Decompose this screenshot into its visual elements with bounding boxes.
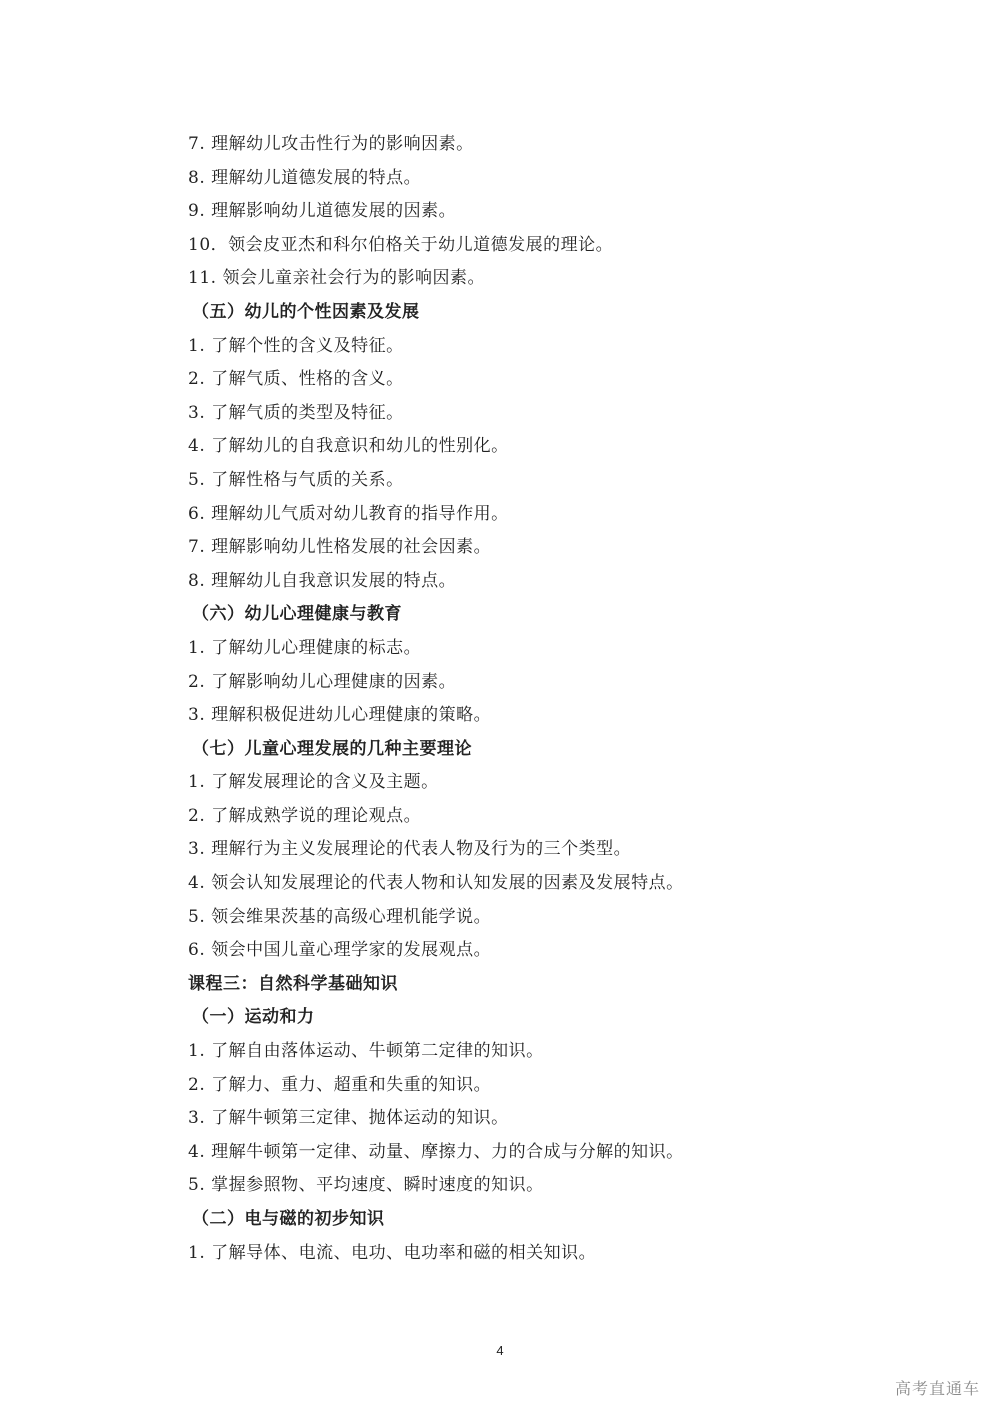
list-item: 2. 了解成熟学说的理论观点。 bbox=[188, 805, 422, 826]
list-item: 7. 理解幼儿攻击性行为的影响因素。 bbox=[188, 134, 474, 154]
list-item: 1. 了解发展理论的含义及主题。 bbox=[188, 772, 439, 793]
section-heading: （七）儿童心理发展的几种主要理论 bbox=[192, 738, 472, 759]
list-item: 4. 领会认知发展理论的代表人物和认知发展的因素及发展特点。 bbox=[188, 873, 684, 894]
list-item: 8. 理解幼儿道德发展的特点。 bbox=[188, 167, 422, 188]
list-item: 3. 了解牛顿第三定律、抛体运动的知识。 bbox=[188, 1108, 509, 1129]
list-item: 5. 掌握参照物、平均速度、瞬时速度的知识。 bbox=[188, 1175, 544, 1196]
list-item: 2. 了解影响幼儿心理健康的因素。 bbox=[188, 671, 457, 692]
page-number: 4 bbox=[496, 1343, 504, 1358]
watermark-text: 高考直通车 bbox=[894, 1379, 980, 1398]
list-item: 10．领会皮亚杰和科尔伯格关于幼儿道德发展的理论。 bbox=[188, 234, 614, 255]
list-item: 1. 了解个性的含义及特征。 bbox=[188, 335, 404, 356]
section-heading: （一）运动和力 bbox=[192, 1007, 315, 1028]
list-item: 8. 理解幼儿自我意识发展的特点。 bbox=[188, 570, 457, 591]
list-item: 1. 了解自由落体运动、牛顿第二定律的知识。 bbox=[188, 1041, 544, 1062]
list-item: 5. 领会维果茨基的高级心理机能学说。 bbox=[188, 906, 492, 927]
section-heading: （二）电与磁的初步知识 bbox=[192, 1209, 385, 1229]
section-heading: （五）幼儿的个性因素及发展 bbox=[192, 301, 420, 322]
document-body bbox=[188, 128, 828, 1270]
list-item: 3. 了解气质的类型及特征。 bbox=[188, 402, 404, 423]
list-item: 2. 了解气质、性格的含义。 bbox=[188, 369, 404, 390]
list-item: 11. 领会儿童亲社会行为的影响因素。 bbox=[188, 268, 485, 289]
list-item: 1. 了解幼儿心理健康的标志。 bbox=[188, 637, 422, 658]
list-item: 4. 了解幼儿的自我意识和幼儿的性别化。 bbox=[188, 436, 509, 457]
list-item: 6. 领会中国儿童心理学家的发展观点。 bbox=[188, 940, 492, 961]
list-item: 9. 理解影响幼儿道德发展的因素。 bbox=[188, 201, 457, 222]
list-item: 5. 了解性格与气质的关系。 bbox=[188, 469, 404, 490]
list-item: 3. 理解积极促进幼儿心理健康的策略。 bbox=[188, 705, 492, 726]
course-title: 课程三：自然科学基础知识 bbox=[188, 973, 398, 994]
list-item: 6. 理解幼儿气质对幼儿教育的指导作用。 bbox=[188, 503, 509, 524]
list-item: 1. 了解导体、电流、电功、电功率和磁的相关知识。 bbox=[188, 1242, 597, 1263]
section-heading: （六）幼儿心理健康与教育 bbox=[192, 604, 402, 625]
list-item: 3. 理解行为主义发展理论的代表人物及行为的三个类型。 bbox=[188, 839, 632, 860]
list-item: 4. 理解牛顿第一定律、动量、摩擦力、力的合成与分解的知识。 bbox=[188, 1141, 684, 1162]
list-item: 2. 了解力、重力、超重和失重的知识。 bbox=[188, 1074, 492, 1095]
list-item: 7. 理解影响幼儿性格发展的社会因素。 bbox=[188, 537, 492, 558]
